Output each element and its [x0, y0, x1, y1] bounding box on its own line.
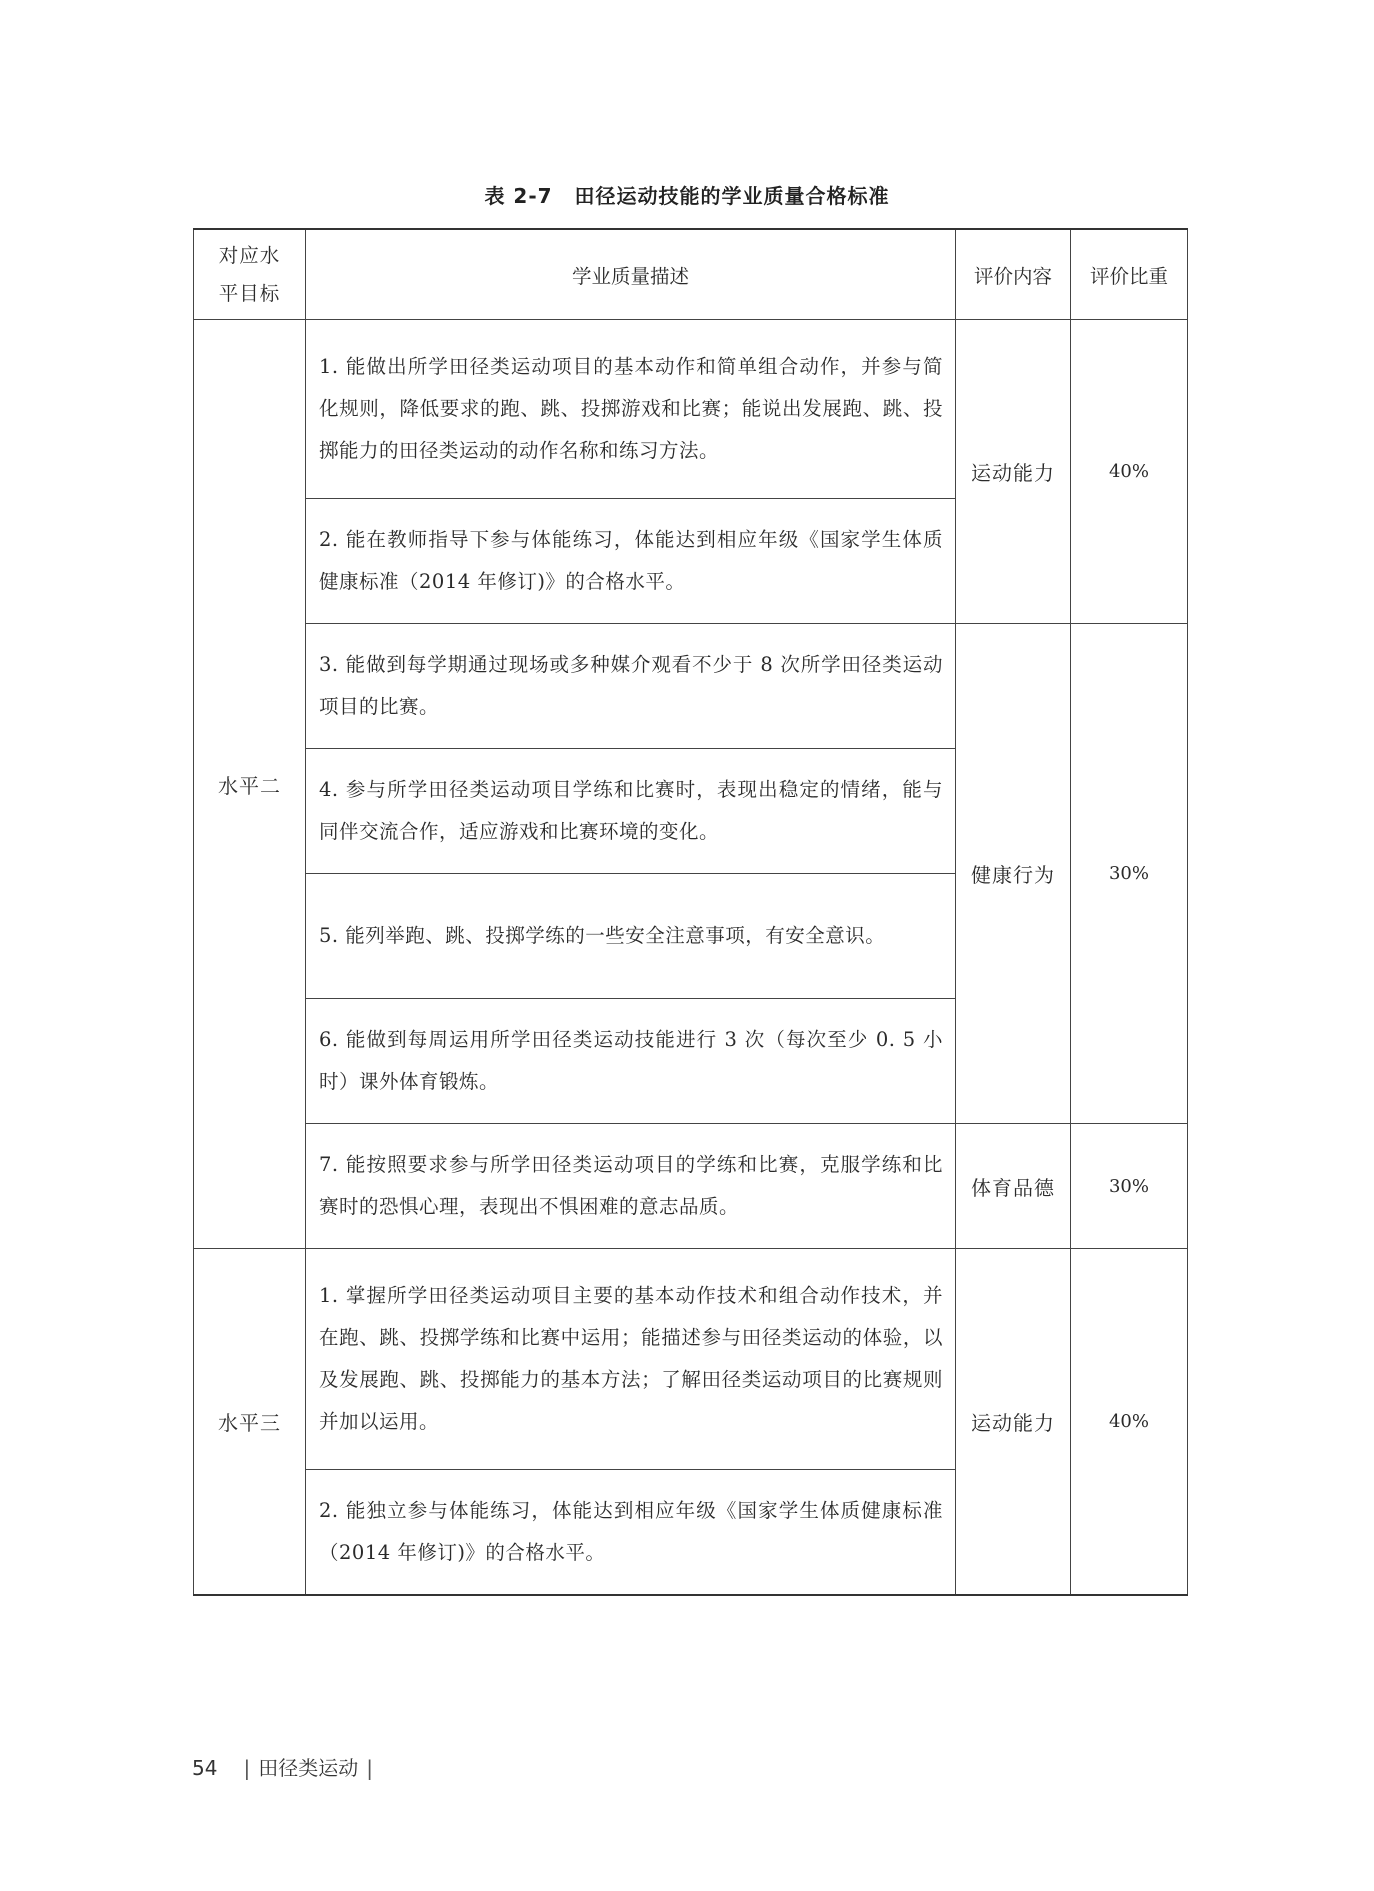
header-weight: 评价比重 [1071, 229, 1188, 320]
table-header-row [194, 229, 1188, 320]
content-cell: 健康行为 [956, 624, 1071, 1124]
header-level [194, 229, 306, 320]
header-description: 学业质量描述 [306, 229, 956, 320]
description-cell: 7. 能按照要求参与所学田径类运动项目的学练和比赛，克服学练和比赛时的恐惧心理，表现出不惧困难的意志品质。 [306, 1124, 956, 1249]
content-cell: 体育品德 [956, 1124, 1071, 1249]
page-number: 54 [192, 1756, 218, 1780]
description-cell: 5. 能列举跑、跳、投掷学练的一些安全注意事项，有安全意识。 [306, 874, 956, 999]
header-content: 评价内容 [956, 229, 1071, 320]
divider: | [243, 1756, 251, 1780]
table-title: 田径运动技能的学业质量合格标准 [574, 184, 890, 208]
header-level-line2: 平目标 [218, 281, 281, 305]
table-row [194, 1249, 1188, 1470]
weight-cell: 30% [1071, 1124, 1188, 1249]
table-row [194, 320, 1188, 499]
table-caption [0, 180, 1374, 209]
header-level-line1: 对应水 [218, 243, 281, 267]
content-cell: 运动能力 [956, 1249, 1071, 1596]
level-cell: 水平三 [194, 1249, 306, 1596]
table-row [194, 1124, 1188, 1249]
description-cell: 2. 能独立参与体能练习，体能达到相应年级《国家学生体质健康标准（2014 年修订)》的合格水平。 [306, 1470, 956, 1596]
description-cell: 3. 能做到每学期通过现场或多种媒介观看不少于 8 次所学田径类运动项目的比赛。 [306, 624, 956, 749]
level-cell: 水平二 [194, 320, 306, 1249]
description-cell: 1. 能做出所学田径类运动项目的基本动作和简单组合动作，并参与简化规则，降低要求的跑、跳、投掷游戏和比赛；能说出发展跑、跳、投掷能力的田径类运动的动作名称和练习方法。 [306, 320, 956, 499]
page-footer [192, 1752, 373, 1781]
quality-standard-table [193, 228, 1188, 1596]
table-number: 表 2-7 [484, 184, 553, 208]
weight-cell: 40% [1071, 320, 1188, 624]
divider: | [366, 1756, 373, 1780]
weight-cell: 40% [1071, 1249, 1188, 1596]
content-cell: 运动能力 [956, 320, 1071, 624]
description-cell: 2. 能在教师指导下参与体能练习，体能达到相应年级《国家学生体质健康标准（2014 年修订)》的合格水平。 [306, 499, 956, 624]
description-cell: 6. 能做到每周运用所学田径类运动技能进行 3 次（每次至少 0. 5 小时）课外体育锻炼。 [306, 999, 956, 1124]
weight-cell: 30% [1071, 624, 1188, 1124]
table-row [194, 624, 1188, 749]
section-title: 田径类运动 [258, 1756, 359, 1780]
description-cell: 4. 参与所学田径类运动项目学练和比赛时，表现出稳定的情绪，能与同伴交流合作，适应游戏和比赛环境的变化。 [306, 749, 956, 874]
description-cell: 1. 掌握所学田径类运动项目主要的基本动作技术和组合动作技术，并在跑、跳、投掷学练和比赛中运用；能描述参与田径类运动的体验，以及发展跑、跳、投掷能力的基本方法；了解田径类运动项目的比赛规则并加以运用。 [306, 1249, 956, 1470]
